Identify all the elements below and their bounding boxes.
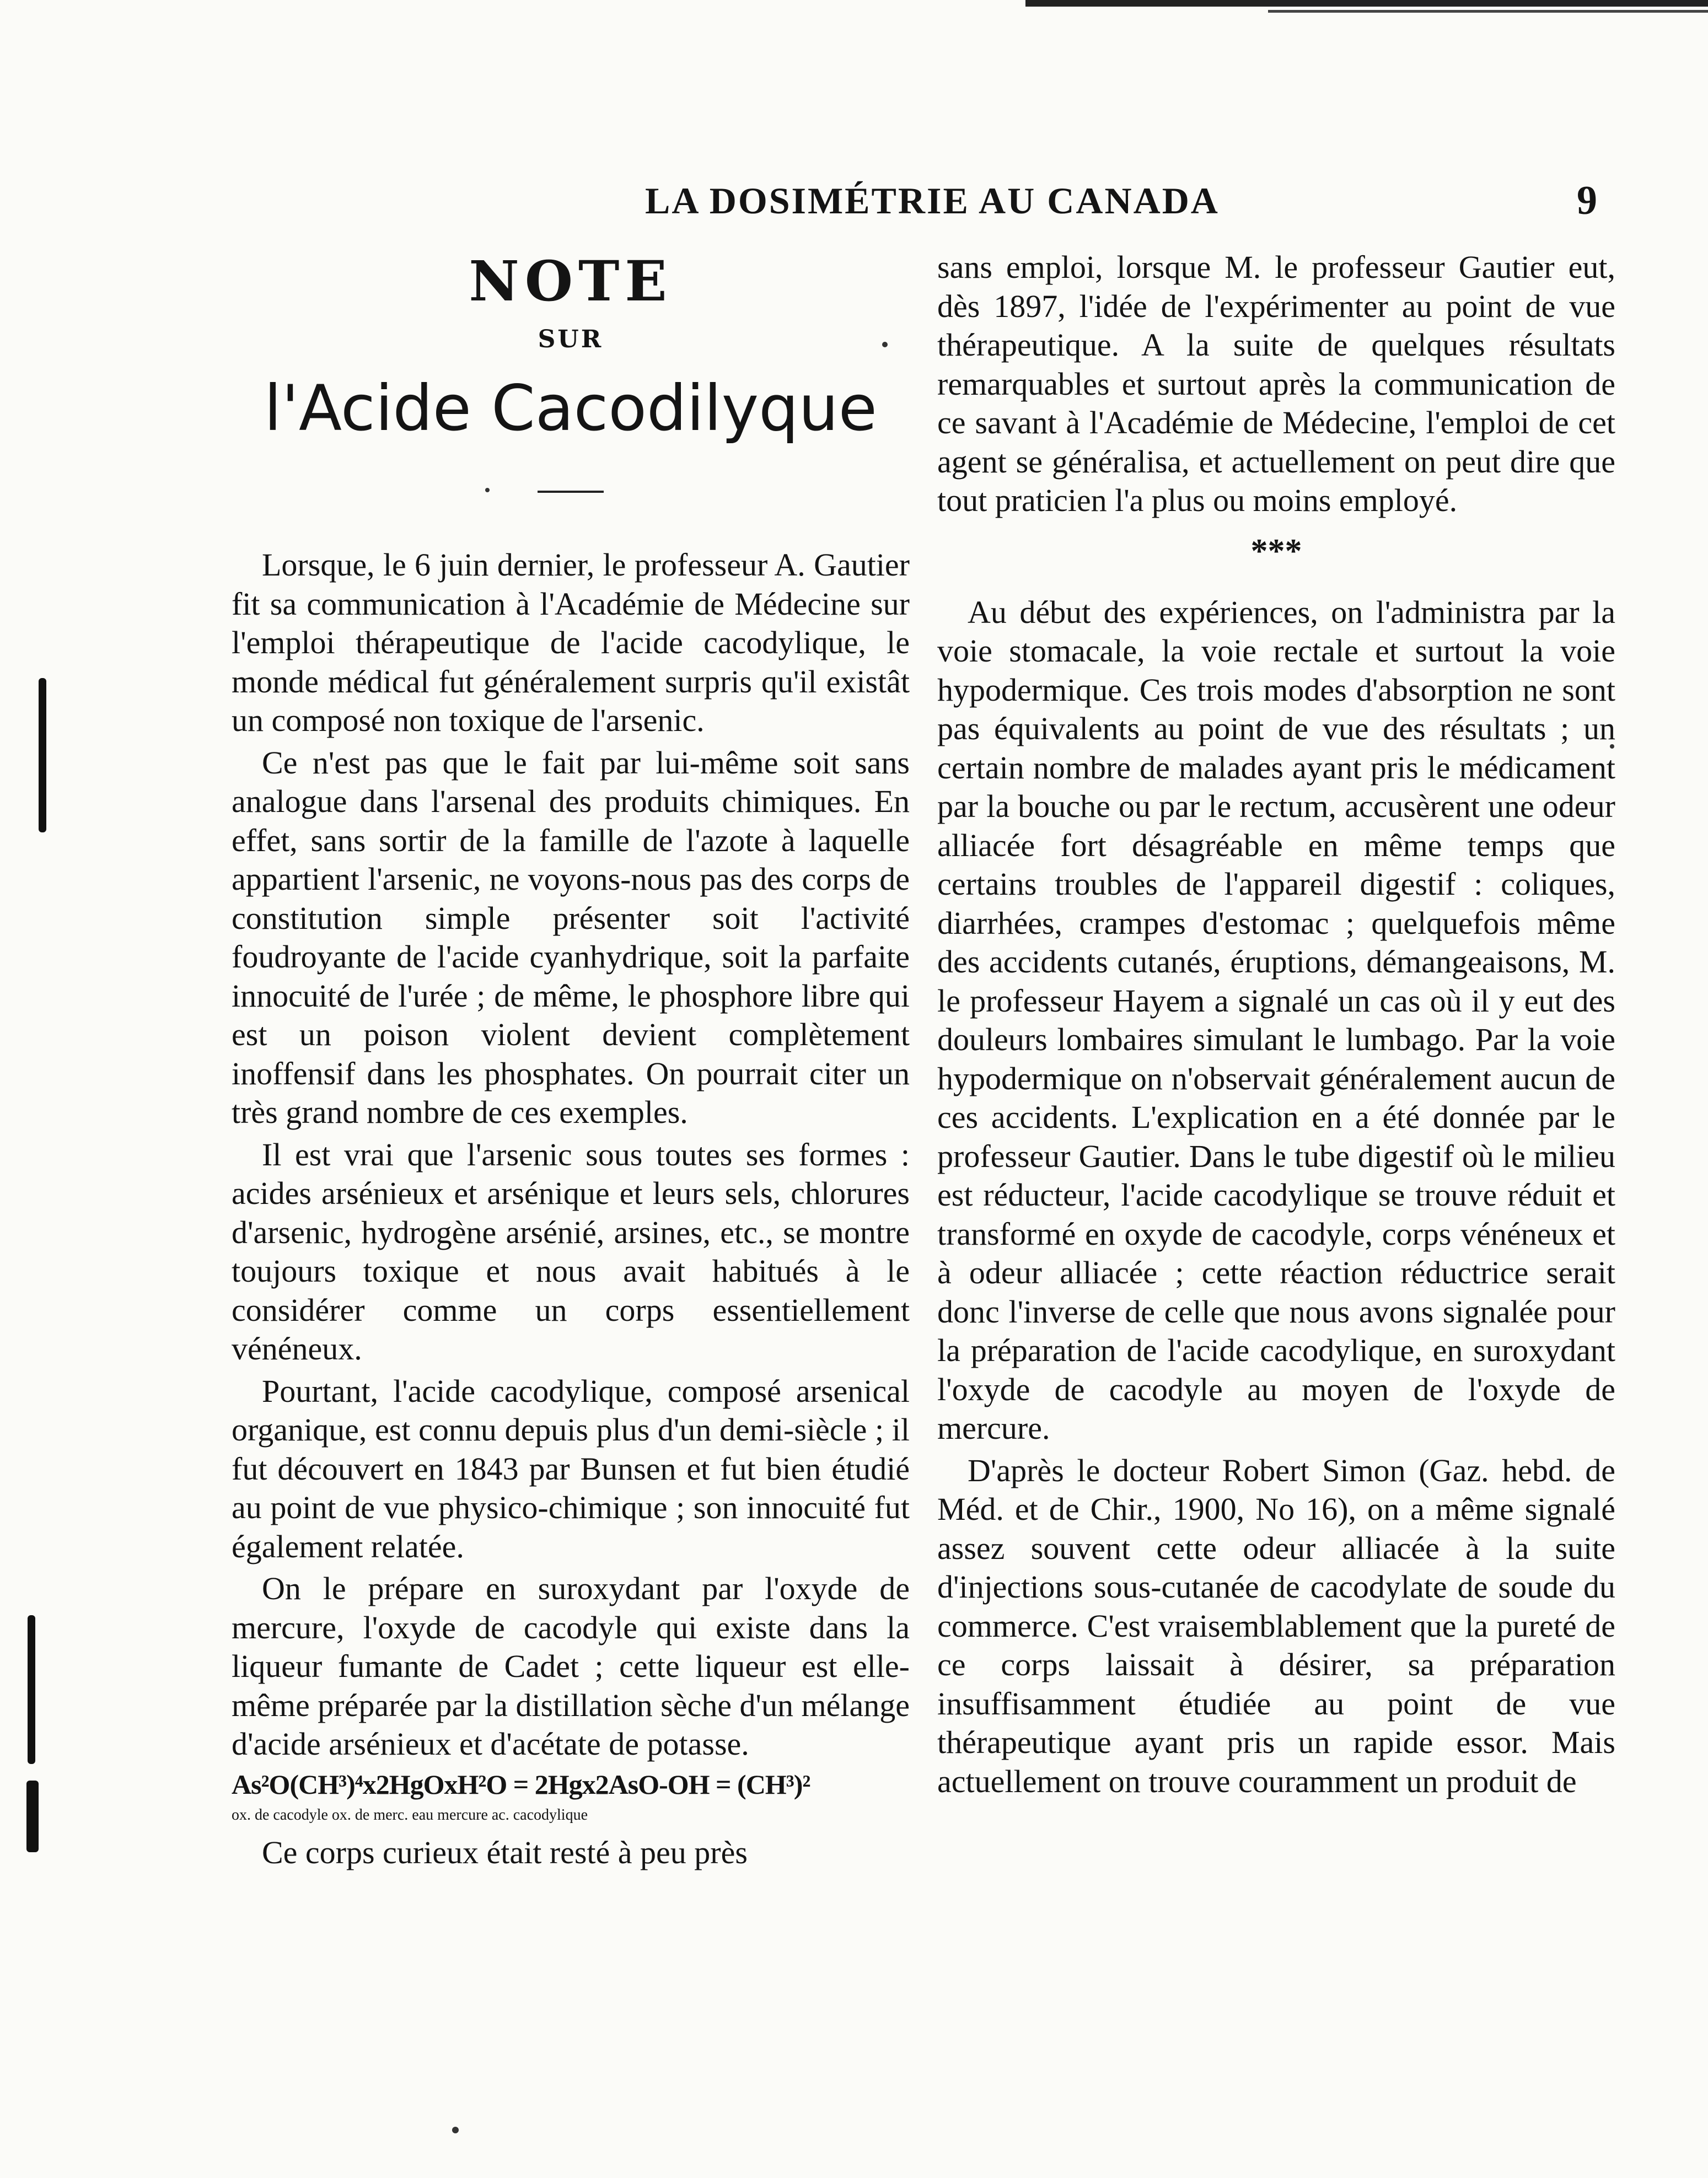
paragraph: Ce n'est pas que le fait par lui-même soit sans analogue dans l'arsenal des produits chimiques. En effet, sans sortir de la famille de l'azote à laquelle appartient l'arsenic, ne voyons-nous pas des corps de constitution simple présenter soit l'activité foudroyante de l'acide cyanhydrique, soit la parfaite innocuité de l'urée ; de même, le phosphore libre qui est un poison violent devient complètement inoffensif dans les phosphates. On pourrait citer un très grand nombre de ces exemples. — [232, 744, 910, 1130]
section-asterism: *** — [1250, 532, 1302, 570]
title-sur: SUR — [538, 325, 604, 353]
title-divider — [538, 491, 604, 493]
speck — [452, 2127, 459, 2133]
page-number: 9 — [1577, 178, 1597, 223]
top-edge-rule-secondary — [1268, 10, 1708, 13]
top-edge-rule — [1025, 0, 1708, 7]
margin-mark-lower-2 — [26, 1781, 39, 1852]
title-note: NOTE — [469, 249, 673, 314]
margin-mark-upper — [39, 678, 46, 832]
right-column — [937, 248, 1615, 1804]
paragraph: D'après le docteur Robert Simon (Gaz. hebd. de Méd. et de Chir., 1900, No 16), on a même signalé assez souvent cette odeur alliacée à la suite d'injections sous-cutanée de cacodylate de soude du commerce. C'est vraisemblablement que la pureté de ce corps laissait à désirer, sa préparation insuffisamment étudiée au point de vue thérapeutique ayant pris un rapide essor. Mais actuellement on trouve couramment un produit de — [937, 1452, 1615, 1799]
chemical-formula — [232, 1767, 910, 1829]
paragraph: Pourtant, l'acide cacodylique, composé arsenical organique, est connu depuis plus d'un demi-siècle ; il fut découvert en 1843 par Bunsen et fut bien étudié au point de vue physico-chimique ; son innocuité fut également relatée. — [232, 1373, 910, 1564]
margin-mark-lower — [28, 1615, 35, 1764]
paragraph: On le prépare en suroxydant par l'oxyde de mercure, l'oxyde de cacodyle qui existe dans la liqueur fumante de Cadet ; cette liqueur est elle-même préparée par la distillation sèche d'un mélange d'acide arsénieux et d'acétate de potasse. — [232, 1571, 910, 1762]
formula-legend: ox. de cacodyle ox. de merc. eau mercure ac. cacodylique — [232, 1806, 588, 1824]
article-title-block — [232, 248, 910, 493]
formula-equation: As²O(CH³)⁴x2HgOxH²O = 2Hgx2AsO-OH = (CH³)² — [232, 1768, 810, 1800]
paragraph: Il est vrai que l'arsenic sous toutes ses formes : acides arsénieux et arsénique et leurs sels, chlorures d'arsenic, hydrogène arsénié, arsines, etc., se montre toujours toxique et nous avait habitués à le considérer comme un corps essentiellement vénéneux. — [232, 1136, 910, 1367]
paragraph: Lorsque, le 6 juin dernier, le professeur A. Gautier fit sa communication à l'Académie de Médecine sur l'emploi thérapeutique de l'acide cacodylique, le monde médical fut généralement surpris qu'il existât un composé non toxique de l'arsenic. — [232, 547, 910, 738]
article-title: l'Acide Cacodilyque — [264, 372, 877, 445]
paragraph-continued: sans emploi, lorsque M. le professeur Gautier eut, dès 1897, l'idée de l'expérimenter au point de vue thérapeutique. A la suite de quelques résultats remarquables et surtout après la communication de ce savant à l'Académie de Médecine, l'emploi de cet agent se généralisa, et actuellement on peut dire que tout praticien l'a plus ou moins employé. — [937, 249, 1615, 518]
running-head: LA DOSIMÉTRIE AU CANADA — [645, 180, 1220, 222]
paragraph: Ce corps curieux était resté à peu près — [262, 1834, 748, 1870]
paragraph: Au début des expériences, on l'administra par la voie stomacale, la voie rectale et surtout la voie hypodermique. Ces trois modes d'absorption ne sont pas équivalents au point de vue des résultats ; un certain nombre de malades ayant pris le médicament par la bouche ou par le rectum, accusèrent une odeur alliacée fort désagréable en même temps que certains troubles de l'appareil digestif : coliques, diarrhées, crampes d'estomac ; quelquefois même des accidents cutanés, éruptions, démangeaisons, M. le professeur Hayem a signalé un cas où il y eut des douleurs lombaires simulant le lumbago. Par la voie hypodermique on n'observait généralement aucun de ces accidents. L'explication en a été donnée par le professeur Gautier. Dans le tube digestif où le milieu est réducteur, l'acide cacodylique se trouve réduit et transformé en oxyde de cacodyle, corps vénéneux et à odeur alliacée ; cette réaction réductrice serait donc l'inverse de celle que nous avons signalée pour la préparation de l'acide cacodylique, en suroxydant l'oxyde de cacodyle au moyen de l'oxyde de mercure. — [937, 594, 1615, 1446]
left-column — [232, 248, 910, 1875]
